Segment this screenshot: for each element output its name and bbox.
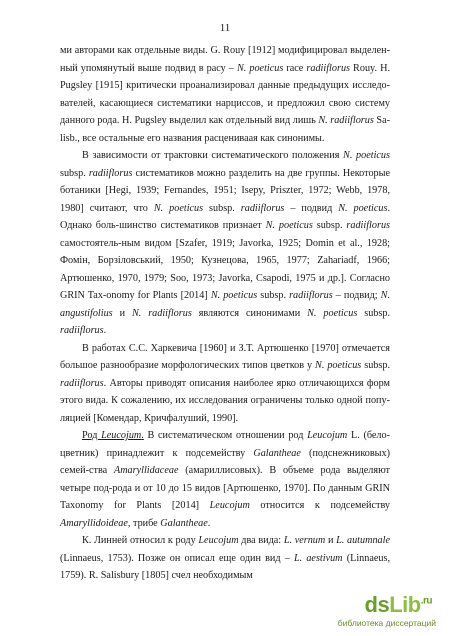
text-run: (Linnaeus, 1759). R. Salisbury [1805] счел необходимым [60,552,390,581]
italic-term: Galantheae [253,447,301,459]
text-run: являются синонимами [191,307,308,319]
text-run: самостоятель-ным видом [Szafer, 1919; Javorka, 1925; Domin et al., 1928; Фомін, Борзіловський, 1950; Кузнецова, 1965, 1977; Zahariadf, 1966; Артюшенко, 1970, 1979; Soo, 1973; Javorka, Csapodi, 1975 и др.]. Согласно GRIN Tax-onomy for Plants [2014] [60,237,390,301]
italic-term: L. aestivum [293,552,343,564]
text-run: subsp. [361,360,390,371]
italic-term: N. poeticus [236,62,284,74]
text-run: subsp. [312,220,347,231]
text-run: (подснежниковых) семей-ства [60,447,390,476]
text-run: L. (бело-цветник) принадлежит к подсемейству [60,430,390,459]
text-run: subsp. [257,290,290,301]
text-run: – подвид [284,202,339,214]
paragraph [60,42,390,147]
italic-term: radiiflorus [88,167,133,179]
document-body [60,42,390,585]
italic-term: Leucojum [198,535,239,546]
text-run: . Авторы приводят описания наиболее ярко отличающихся форм этого вида. К сожалению, их исследования ограничены только одной попу-ляцией [Комендар, Кричфалуший, 1990]. [60,377,390,424]
text-run: (Linnaeus, 1753). Позже он описал еще один вид – [60,552,294,564]
watermark[interactable] [320,590,442,630]
italic-term: Amaryllidoideae [60,517,128,529]
text-run: . [141,430,144,441]
italic-term: N. radiiflorus [131,307,192,319]
text-run: – подвид; [332,290,381,301]
text-run: ми авторами как отдельные виды. G. Rouy [1912] модифицировал выделен-ный упомянутый выше подвид в расу – [60,45,390,74]
italic-term: Leucojum [101,430,142,441]
watermark-logo-lib: Lib [389,592,421,617]
paragraph [60,427,390,532]
watermark-subtitle: библиотека диссертаций [337,618,436,628]
text-run: race [283,62,307,74]
text-run: относится к подсемейству [249,500,390,511]
paragraph [60,532,390,585]
text-run: В работах С.С. Харкевича [1960] и З.Т. Артюшенко [1970] отмечается большое разнообразие морфологических типов цветков у [60,342,390,371]
text-run: subsp. [203,202,241,214]
italic-term: N. poeticus [338,202,388,214]
watermark-logo-ds: ds [364,592,390,617]
text-run: (амариллисовых). В объеме рода выделяют четыре под-рода и от 10 до 15 видов [Артюшенко, 1970]. По данным GRIN Taxonomy for Plants [2014] [60,465,391,511]
italic-term: N. poeticus [307,307,358,319]
italic-term: radiiflorus [60,325,104,336]
italic-term: Leucojum [307,430,348,441]
text-run: систематиков можно разделить на две группы. Некоторые ботаники [Hegi, 1939; Fernandes, 1951; Isepy, Priszter, 1972; Webb, 1978, 1980] считают, что [60,167,390,214]
paragraph [60,340,390,428]
text-run: Sa-lisb., все остальные его названия расцениваая как синонимы. [60,115,390,144]
italic-term: radiiflorus [306,62,350,74]
italic-term: radiiflorus [289,290,333,301]
italic-term: Galantheae [160,517,208,529]
text-run: subsp. [357,307,390,319]
italic-term: radiiflorus [60,377,104,389]
italic-term: N. poeticus [343,150,390,161]
italic-term: Amaryllidaceae [113,465,179,476]
italic-term: N. angustifolius [60,290,390,319]
text-run: К. Линней относил к роду [82,535,199,546]
page-number: 11 [219,22,231,34]
text-run: , трибе [127,517,161,529]
text-run: Rouy. H. Pugsley [1915] критически проанализировал данные предыдущих исследо-вателей, касающиеся систематики нарциссов, и предложил свою систему данного рода. H. Pugsley выделил как отдельный вид лишь [60,62,390,126]
italic-term: radiiflorus [346,220,390,231]
text-run: . [207,517,211,529]
text-run: subsp. [60,167,89,179]
italic-term: N. poeticus [265,220,313,231]
italic-term: N. poeticus [210,290,258,301]
italic-term: radiiflorus [240,202,285,214]
paragraph [60,147,390,340]
italic-term: N. poeticus [315,360,362,371]
italic-term: L. vernum [283,535,326,546]
text-run: и [325,535,337,546]
text-run: . [103,325,107,336]
text-run: и [112,307,132,319]
watermark-logo-ru: .ru [420,595,432,607]
text-run: Род [82,430,102,441]
text-run: . Однако боль-шинство систематиков признает [60,202,390,231]
italic-term: N. poeticus [153,202,204,214]
text-run: В систематическом отношении род [143,430,308,441]
watermark-logo [365,592,432,618]
text-run: два вида: [238,535,284,546]
text-run: В зависимости от трактовки систематического положения [82,150,344,161]
italic-term: Leucojum [209,500,250,511]
italic-term: L. autumnale [336,535,390,546]
italic-term: N. radiiflorus [318,115,374,126]
